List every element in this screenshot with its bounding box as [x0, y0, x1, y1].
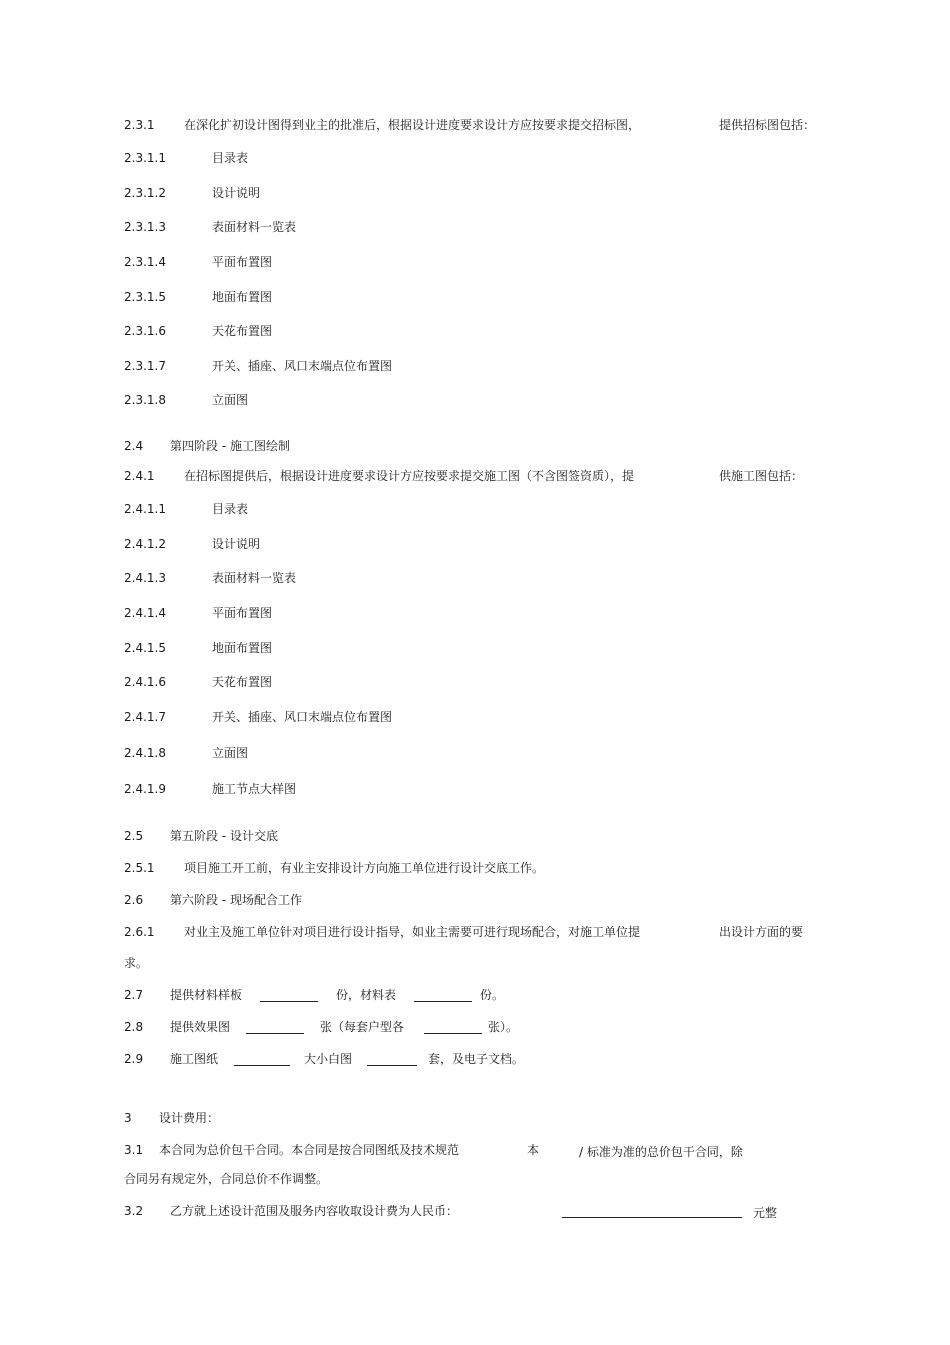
item-number: 2.4.1.2 [124, 537, 166, 551]
item-text: 设计说明 [212, 186, 261, 200]
clause-text: 对业主及施工单位针对项目进行设计指导，如业主需要可进行现场配合，对施工单位提 [184, 925, 641, 939]
fill-in-blank[interactable] [234, 1053, 290, 1066]
item-number: 2.4.1.7 [124, 710, 166, 724]
item-text: 开关、插座、风口末端点位布置图 [212, 710, 393, 724]
item-number: 2.4.1.8 [124, 746, 166, 760]
item-text: 施工节点大样图 [212, 782, 297, 796]
item-number: 2.3.1.5 [124, 290, 166, 304]
clause-text-tail: 提供招标图包括： [719, 118, 816, 132]
item-number: 2.3.1.4 [124, 255, 166, 269]
clause-number: 2.5.1 [124, 861, 155, 875]
clause-number: 3.2 [124, 1204, 144, 1218]
clause-number: 2.6.1 [124, 925, 155, 939]
item-number: 2.3.1.1 [124, 151, 166, 165]
clause-number: 2.3.1 [124, 118, 155, 132]
clause-text: 套，及电子文档。 [428, 1052, 525, 1066]
item-text: 表面材料一览表 [212, 220, 297, 234]
item-number: 2.3.1.7 [124, 359, 166, 373]
item-number: 2.4.1.3 [124, 571, 166, 585]
clause-text-tail: / 标准为准的总价包干合同，除 [579, 1145, 743, 1159]
item-text: 立面图 [212, 746, 249, 760]
fee-amount-blank[interactable] [562, 1205, 742, 1218]
clause-number: 2.7 [124, 988, 144, 1002]
clause-text: 项目施工开工前，有业主安排设计方向施工单位进行设计交底工作。 [184, 861, 545, 875]
fill-in-blank[interactable] [424, 1021, 482, 1034]
clause-text: 提供效果图 [170, 1020, 231, 1034]
item-number: 2.4.1.9 [124, 782, 166, 796]
section-heading: 第六阶段 - 现场配合工作 [170, 893, 302, 907]
clause-text: 张）。 [488, 1020, 519, 1034]
section-heading: 设计费用： [159, 1111, 220, 1125]
fill-in-blank[interactable] [260, 989, 318, 1002]
item-number: 2.4.1.1 [124, 502, 166, 516]
clause-text: 大小白图 [304, 1052, 353, 1066]
item-text: 平面布置图 [212, 606, 273, 620]
fill-in-blank[interactable] [414, 989, 472, 1002]
item-number: 2.3.1.6 [124, 324, 166, 338]
clause-number: 3.1 [124, 1143, 144, 1157]
item-text: 天花布置图 [212, 324, 273, 338]
clause-text: 在招标图提供后，根据设计进度要求设计方应按要求提交施工图（不含图签资质），提 [184, 469, 635, 483]
clause-text-tail: 供施工图包括： [719, 469, 804, 483]
item-text: 地面布置图 [212, 641, 273, 655]
item-text: 设计说明 [212, 537, 261, 551]
fill-in-blank[interactable] [246, 1021, 304, 1034]
item-number: 2.3.1.8 [124, 393, 166, 407]
item-number: 2.4.1.4 [124, 606, 166, 620]
item-number: 2.4.1.5 [124, 641, 166, 655]
item-text: 目录表 [212, 151, 249, 165]
item-text: 立面图 [212, 393, 249, 407]
clause-text-tail: 元整 [753, 1206, 778, 1220]
item-number: 2.3.1.2 [124, 186, 166, 200]
clause-text: 在深化扩初设计图得到业主的批准后，根据设计进度要求设计方应按要求提交招标图， [184, 118, 641, 132]
clause-text: 本 [527, 1143, 540, 1157]
item-number: 2.3.1.3 [124, 220, 166, 234]
section-heading: 第四阶段 - 施工图绘制 [170, 439, 290, 453]
item-number: 2.4.1.6 [124, 675, 166, 689]
item-text: 天花布置图 [212, 675, 273, 689]
clause-number: 2.8 [124, 1020, 144, 1034]
clause-text-tail: 出设计方面的要 [719, 925, 804, 939]
clause-number: 2.9 [124, 1052, 144, 1066]
clause-text-continued: 求。 [124, 956, 149, 970]
clause-number: 2.4.1 [124, 469, 155, 483]
section-number: 3 [124, 1111, 132, 1125]
clause-text: 施工图纸 [170, 1052, 219, 1066]
item-text: 表面材料一览表 [212, 571, 297, 585]
clause-text: 提供材料样板 [170, 988, 243, 1002]
clause-text: 乙方就上述设计范围及服务内容收取设计费为人民币： [170, 1204, 459, 1218]
fill-in-blank[interactable] [367, 1053, 417, 1066]
section-number: 2.5 [124, 829, 144, 843]
clause-text: 份，材料表 [336, 988, 397, 1002]
item-text: 开关、插座、风口末端点位布置图 [212, 359, 393, 373]
item-text: 目录表 [212, 502, 249, 516]
section-number: 2.4 [124, 439, 144, 453]
item-text: 平面布置图 [212, 255, 273, 269]
section-heading: 第五阶段 - 设计交底 [170, 829, 278, 843]
item-text: 地面布置图 [212, 290, 273, 304]
clause-text-continued: 合同另有规定外，合同总价不作调整。 [124, 1172, 329, 1186]
clause-text: 张（每套户型各 [320, 1020, 405, 1034]
clause-text: 份。 [480, 988, 505, 1002]
clause-text: 本合同为总价包干合同。本合同是按合同图纸及技术规范 [159, 1143, 460, 1157]
section-number: 2.6 [124, 893, 144, 907]
